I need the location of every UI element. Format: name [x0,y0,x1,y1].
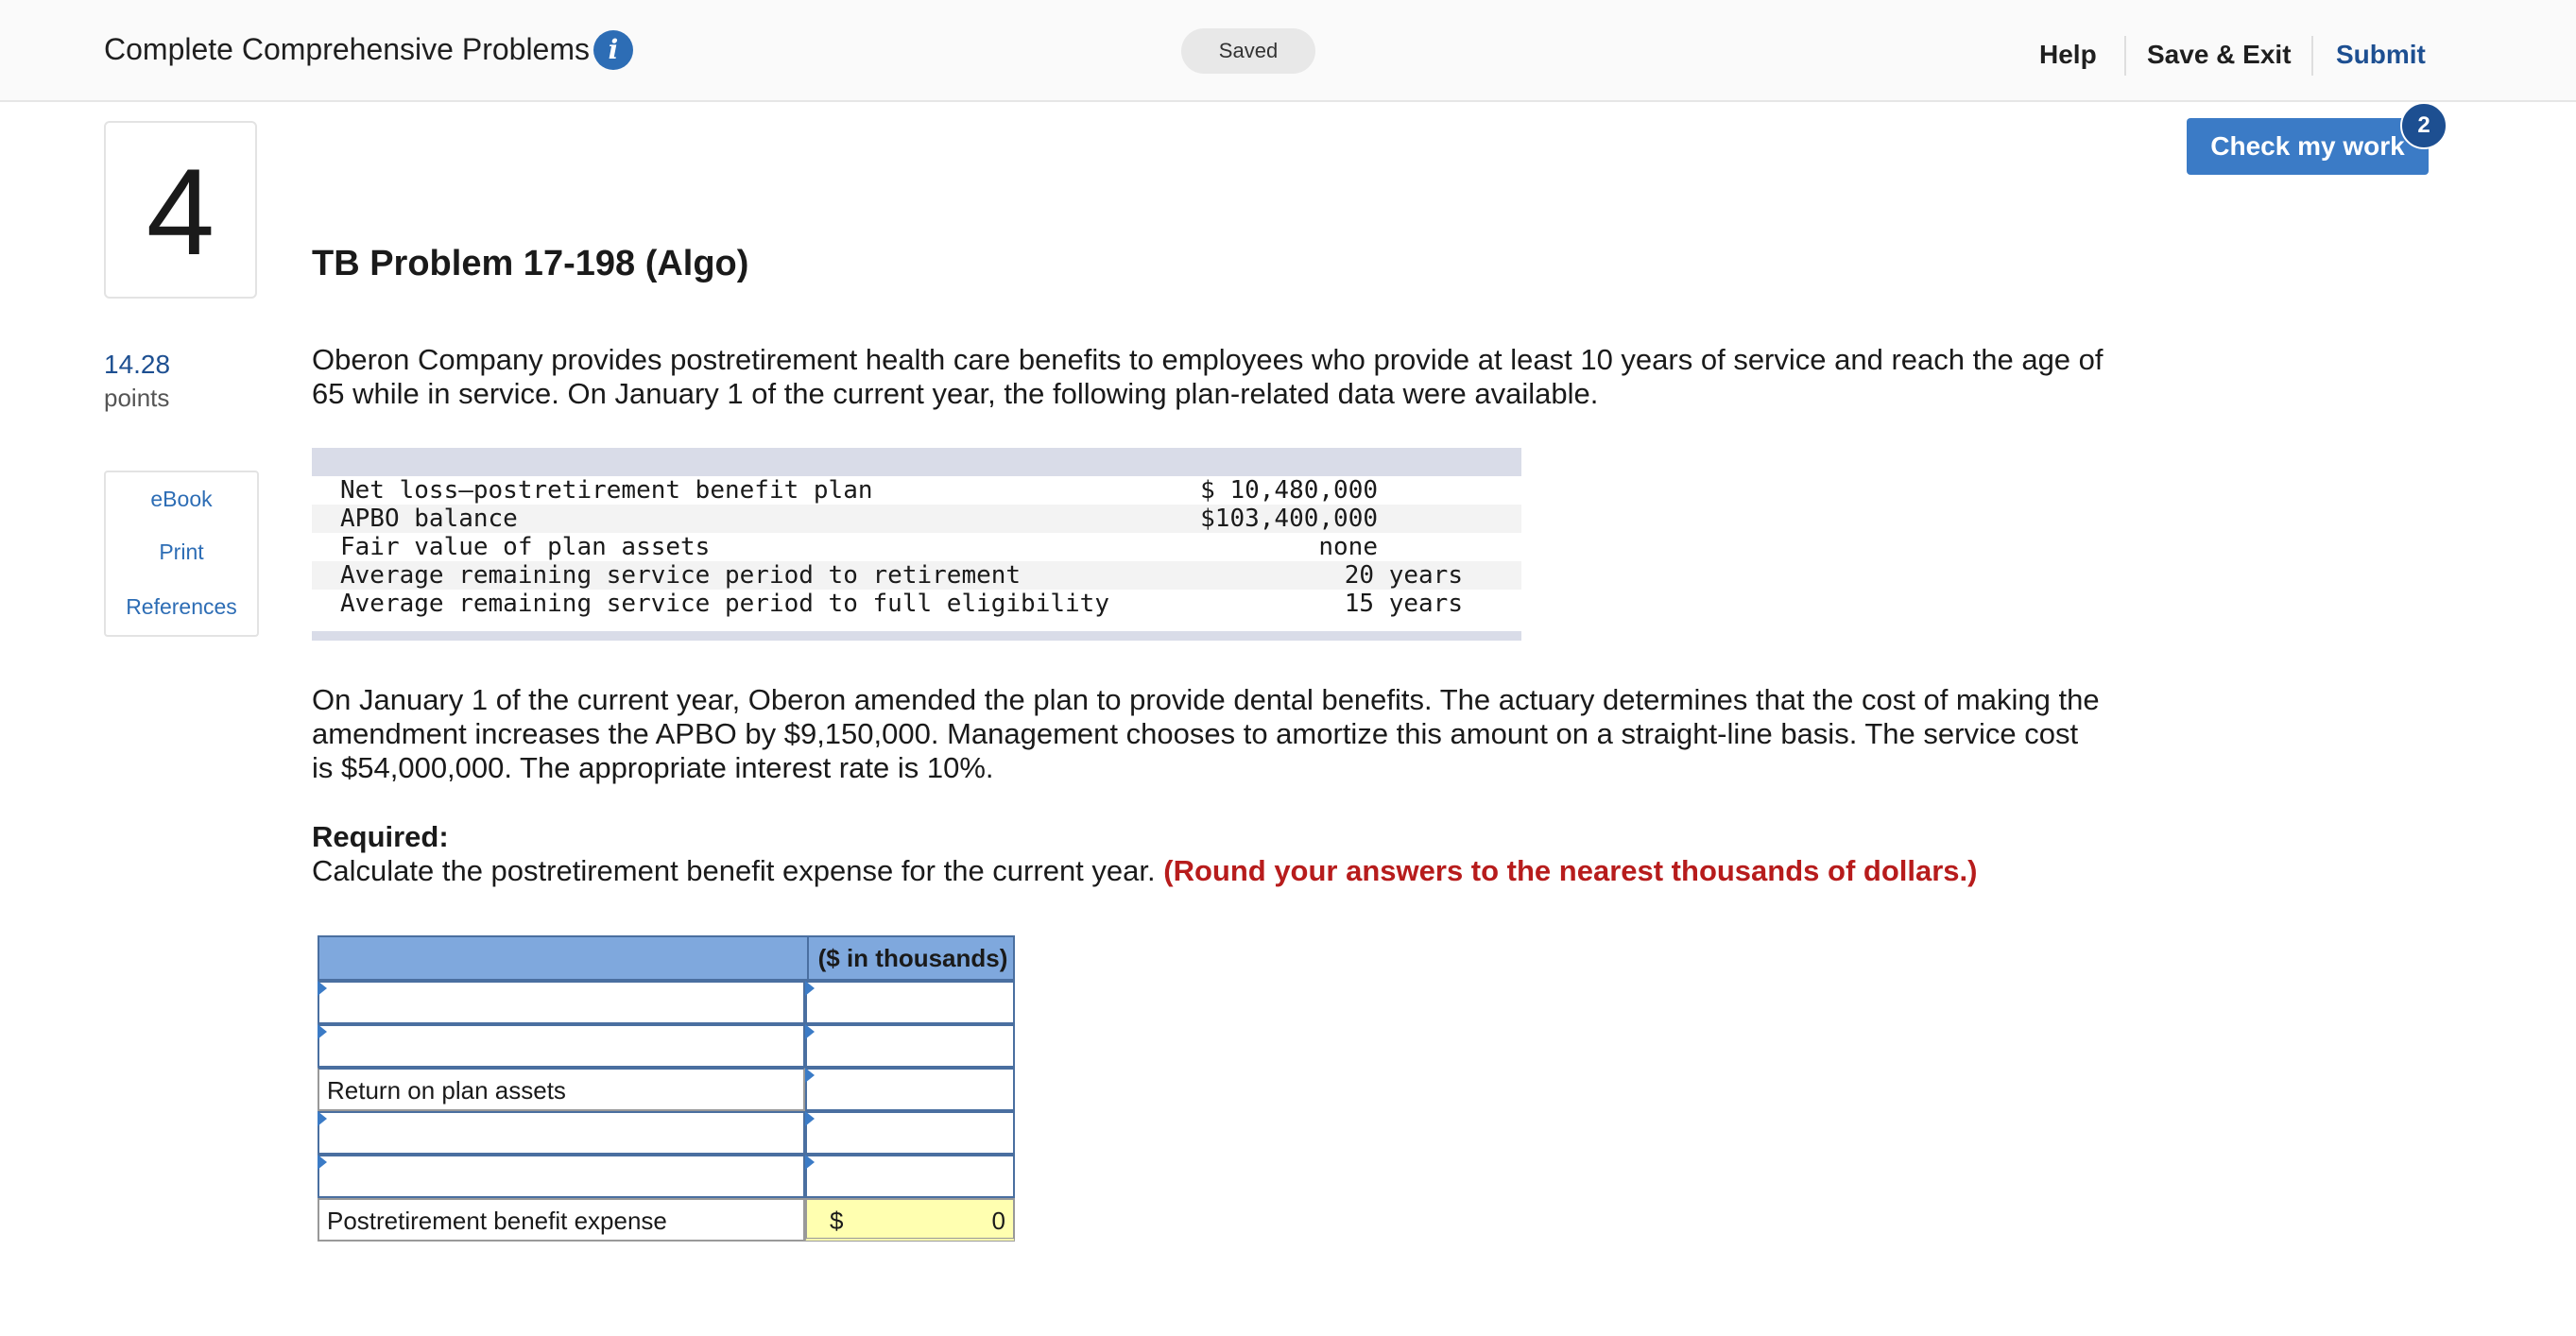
total-value: 0 [991,1207,1005,1235]
answer-row [318,981,1015,1024]
table-row [312,505,1521,533]
submit-link[interactable]: Submit [2336,40,2426,69]
problem-title: TB Problem 17-198 (Algo) [312,244,749,283]
required-instructions [312,854,1977,888]
table-row [312,590,1521,618]
table-header-band [312,448,1521,476]
problem-intro: Oberon Company provides postretirement health care benefits to employees who provide at least 10 years of service and reach the age of 65 while in service. On January 1 of the current year, the following plan-related data were available. [312,343,2104,410]
row-label: Average remaining service period to full eligibility [340,590,1109,618]
nav-divider [2124,36,2126,76]
answer-row [318,1155,1015,1198]
help-link[interactable]: Help [2039,40,2097,69]
dropdown-indicator-icon [318,1155,327,1170]
table-row [312,476,1521,505]
references-button[interactable]: References [104,580,259,637]
answer-table-header [318,935,1015,981]
saved-status-badge: Saved [1181,28,1315,74]
save-exit-link[interactable]: Save & Exit [2147,40,2292,69]
return-on-plan-assets-label: Return on plan assets [318,1068,805,1111]
row-value: none [1318,533,1378,561]
input-indicator-icon [805,1111,815,1126]
points-value: 14.28 [104,350,171,379]
amount-column-header: ($ in thousands) [807,937,1017,979]
input-indicator-icon [805,981,815,996]
dropdown-indicator-icon [318,981,327,996]
row-label: Average remaining service period to retirement [340,561,1022,590]
total-row [318,1198,1015,1242]
currency-symbol: $ [830,1207,844,1235]
amount-input[interactable] [805,1111,1015,1155]
assignment-title: Complete Comprehensive Problems [104,32,590,66]
row-value: 20 years [1344,561,1463,590]
dropdown-indicator-icon [318,1111,327,1126]
check-attempts-badge: 2 [2400,102,2447,149]
top-bar [0,0,2576,102]
row-label: Fair value of plan assets [340,533,711,561]
amount-input[interactable] [805,981,1015,1024]
table-row [312,561,1521,590]
amount-input[interactable] [805,1155,1015,1198]
points-label: points [104,384,170,412]
required-label: Required: [312,820,449,853]
row-value: $ 10,480,000 [1200,476,1378,505]
answer-row [318,1068,1015,1111]
question-number: 4 [104,121,257,299]
nav-divider [2311,36,2313,76]
label-dropdown[interactable] [318,981,805,1024]
row-value: 15 years [1344,590,1463,618]
input-indicator-icon [805,1068,815,1083]
label-dropdown[interactable] [318,1024,805,1068]
amount-input[interactable] [805,1068,1015,1111]
table-row [312,533,1521,561]
label-dropdown[interactable] [318,1111,805,1155]
amount-input[interactable] [805,1024,1015,1068]
row-label: Net loss—postretirement benefit plan [340,476,873,505]
total-amount [805,1198,1015,1242]
label-dropdown[interactable] [318,1155,805,1198]
input-indicator-icon [805,1024,815,1039]
table-footer-band [312,631,1521,641]
row-value: $103,400,000 [1200,505,1378,533]
answer-row [318,1111,1015,1155]
check-my-work-button[interactable]: Check my work [2187,118,2429,175]
problem-body: On January 1 of the current year, Oberon amended the plan to provide dental benefits. The actuary determines that the cost of making the amendment increases the APBO by $9,150,000. Management chooses to amortize this amount on a straight-line basis. The service cost is $54,000,000. The appropriate interest rate is 10%. [312,683,2100,784]
total-label: Postretirement benefit expense [318,1198,805,1242]
required-text: Calculate the postretirement benefit expense for the current year. [312,854,1156,887]
dropdown-indicator-icon [318,1024,327,1039]
info-icon[interactable]: i [593,30,633,70]
answer-row [318,1024,1015,1068]
print-button[interactable]: Print [104,525,259,582]
row-label: APBO balance [340,505,518,533]
rounding-note: (Round your answers to the nearest thousands of dollars.) [1163,854,1978,887]
input-indicator-icon [805,1155,815,1170]
plan-data-table [312,448,1521,641]
ebook-button[interactable]: eBook [104,471,259,527]
